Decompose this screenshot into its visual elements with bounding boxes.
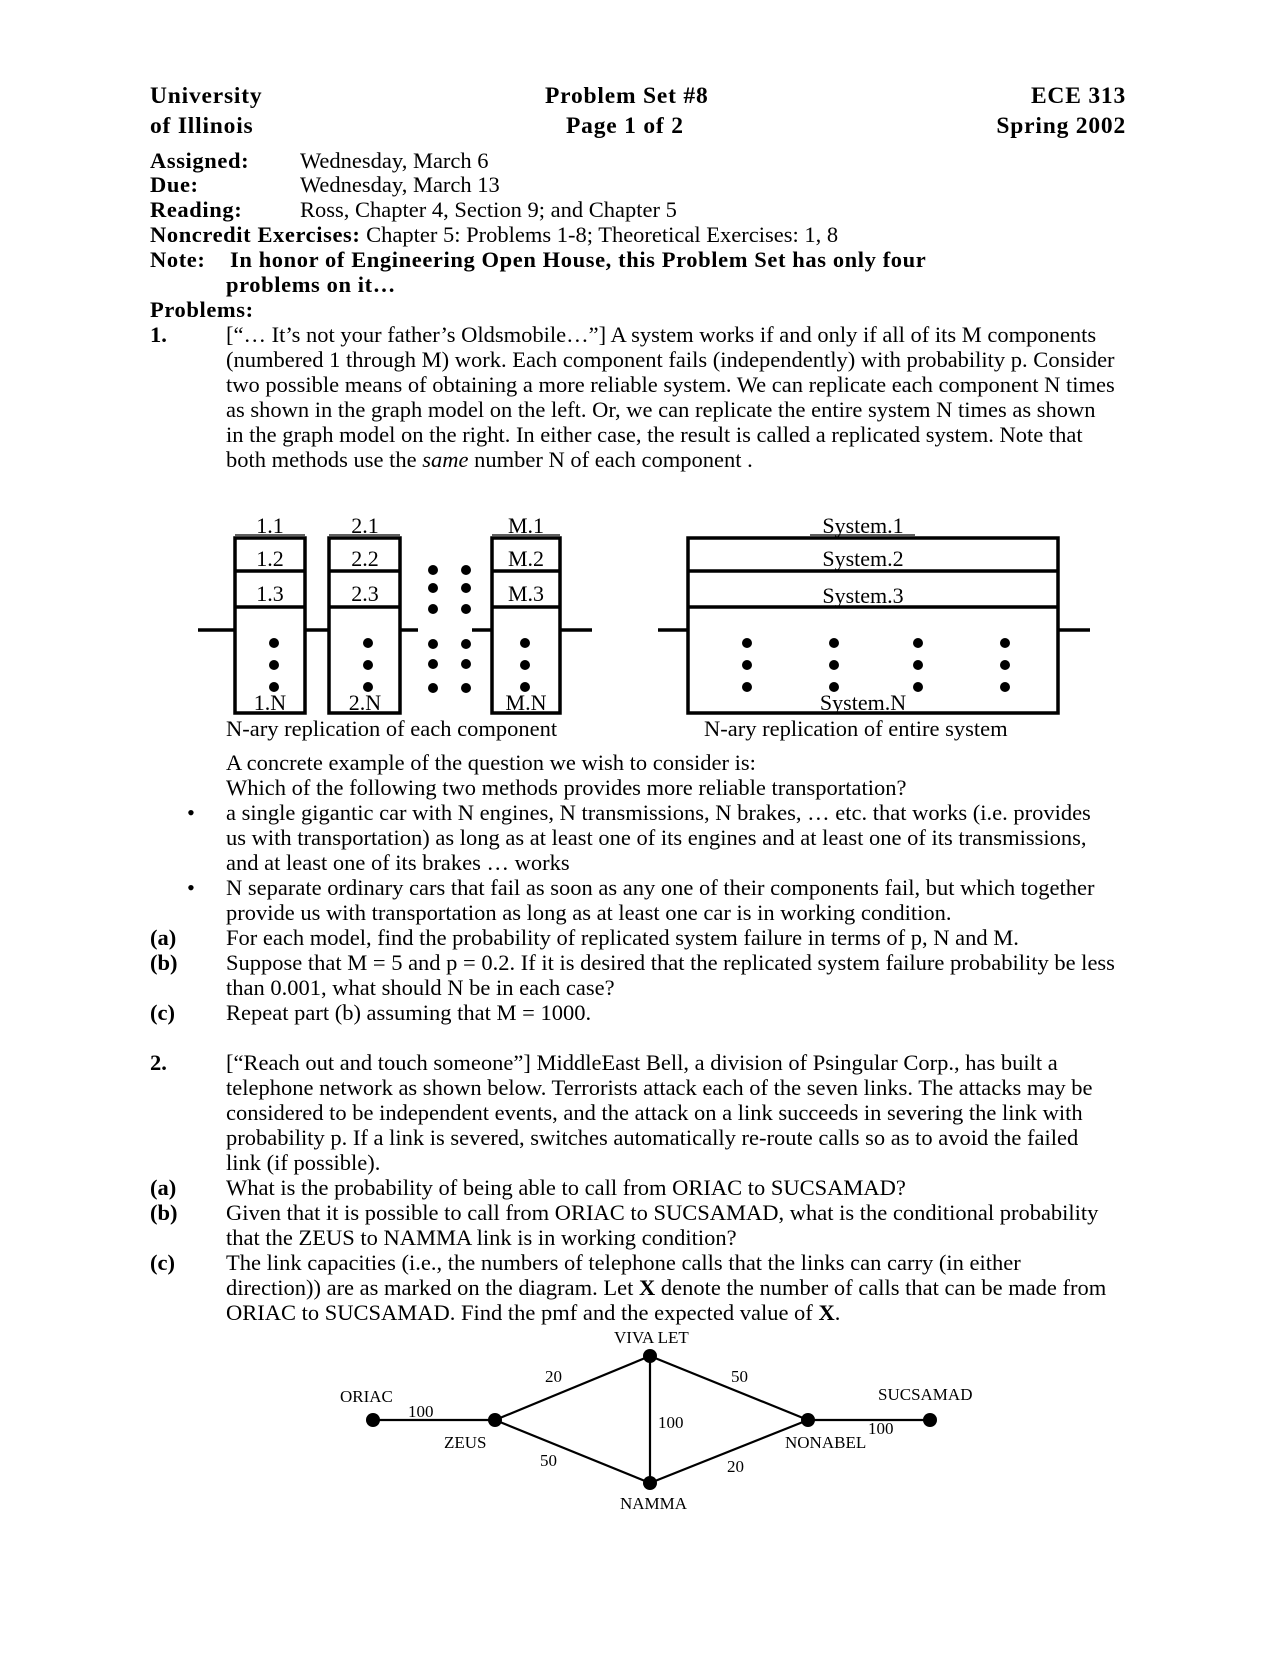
caption-left: N-ary replication of each component <box>226 716 558 741</box>
link-zeus-namma <box>495 1420 650 1483</box>
bullet-icon: • <box>187 875 195 900</box>
note-line2: problems on it… <box>226 272 396 297</box>
problem1-text <box>226 322 1116 472</box>
problem1-a-label: (a) <box>150 925 177 950</box>
node-nonabel <box>801 1413 815 1427</box>
problem2-c-label: (c) <box>150 1250 175 1275</box>
problem2-a-label: (a) <box>150 1175 177 1200</box>
label-M-3: M.3 <box>507 581 545 606</box>
label-2-2: 2.2 <box>351 546 379 571</box>
label-2-3: 2.3 <box>351 581 379 606</box>
header-problem-set: Problem Set #8 <box>545 83 709 109</box>
label-zeus: ZEUS <box>444 1433 487 1452</box>
label-1-N: 1.N <box>253 690 287 715</box>
label-nonabel: NONABEL <box>785 1433 867 1452</box>
link-zeus-vivalet <box>495 1356 650 1420</box>
problem2-c-text <box>226 1250 1116 1325</box>
reading-label: Reading: <box>150 197 243 222</box>
node-namma <box>643 1476 657 1490</box>
noncredit-value: Chapter 5: Problems 1-8; Theoretical Exercises: 1, 8 <box>366 222 839 247</box>
node-oriac <box>366 1413 380 1427</box>
label-system-3: System.3 <box>822 583 904 608</box>
problem1-text-em: same <box>422 447 469 472</box>
cap-vivalet-namma: 100 <box>658 1413 684 1432</box>
label-2-N: 2.N <box>348 690 382 715</box>
problem2-c-X-2: X <box>818 1300 835 1325</box>
label-system-1: System.1 <box>822 513 904 538</box>
cap-oriac-zeus: 100 <box>408 1402 434 1421</box>
problem2-b-label: (b) <box>150 1200 178 1225</box>
problem1-b-label: (b) <box>150 950 178 975</box>
problem1-text-end: number N of each component . <box>474 447 753 472</box>
note-line1: In honor of Engineering Open House, this Problem Set has only four <box>230 247 927 272</box>
header-course: ECE 313 <box>1030 83 1126 109</box>
problem1-intro1: A concrete example of the question we wish to consider is: <box>226 750 756 775</box>
label-2-1: 2.1 <box>351 513 379 538</box>
replication-figure <box>0 500 1280 740</box>
node-sucsamad <box>923 1413 937 1427</box>
assigned-label: Assigned: <box>150 148 250 173</box>
bullet2-text: N separate ordinary cars that fail as soon as any one of their components fail, but which together provide us with transportation as long as at least one car is in working condition. <box>226 875 1095 925</box>
problem2-number: 2. <box>150 1050 167 1075</box>
bullet1-text: a single gigantic car with N engines, N transmissions, N brakes, … etc. that works (i.e. provides us with transportation) as long as at least one of its engines and at least one of its transmissions, and at least one of its brakes … works <box>226 800 1091 875</box>
problem1-c-text: Repeat part (b) assuming that M = 1000. <box>226 1000 592 1025</box>
problems-label: Problems: <box>150 297 254 322</box>
reading-value: Ross, Chapter 4, Section 9; and Chapter 5 <box>300 197 677 222</box>
header-page: Page 1 of 2 <box>566 113 684 139</box>
label-oriac: ORIAC <box>340 1387 393 1406</box>
label-1-2: 1.2 <box>256 546 284 571</box>
cap-nonabel-sucsamad: 100 <box>868 1419 894 1438</box>
label-M-1: M.1 <box>507 513 545 538</box>
assigned-value: Wednesday, March 6 <box>300 148 489 173</box>
cap-zeus-namma: 50 <box>540 1451 557 1470</box>
problem1-number: 1. <box>150 322 167 347</box>
noncredit-line <box>150 222 838 247</box>
label-1-3: 1.3 <box>256 581 284 606</box>
label-M-2: M.2 <box>507 546 545 571</box>
label-1-1: 1.1 <box>256 513 284 538</box>
cap-zeus-vivalet: 20 <box>545 1367 562 1386</box>
label-sucsamad: SUCSAMAD <box>878 1385 973 1404</box>
header-university: University <box>150 83 263 109</box>
network-diagram <box>0 1320 1280 1520</box>
label-system-2: System.2 <box>822 546 904 571</box>
label-system-N: System.N <box>819 690 907 715</box>
due-value: Wednesday, March 13 <box>300 172 500 197</box>
bullet-icon: • <box>187 800 195 825</box>
problem2-c-text1: The link capacities (i.e., the numbers of telephone calls that the links can carry (in either direction)) are as marked on the diagram. Let <box>226 1250 1021 1300</box>
due-label: Due: <box>150 172 199 197</box>
header-term: Spring 2002 <box>996 113 1126 139</box>
cap-namma-nonabel: 20 <box>727 1457 744 1476</box>
note-label: Note: <box>150 247 206 272</box>
problem2-text: [“Reach out and touch someone”] MiddleEast Bell, a division of Psingular Corp., has built a telephone network as shown below. Terrorists attack each of the seven links. The attacks may be considered to be independent events, and the attack on a link succeeds in severing the link with probability p. If a link is severed, switches automatically re-route calls so as to avoid the failed link (if possible). <box>226 1050 1093 1175</box>
problem2-a-text: What is the probability of being able to call from ORIAC to SUCSAMAD? <box>226 1175 906 1200</box>
problem1-a-text: For each model, find the probability of replicated system failure in terms of p, N and M. <box>226 925 1019 950</box>
noncredit-label: Noncredit Exercises: <box>150 222 361 247</box>
link-vivalet-nonabel <box>650 1356 808 1420</box>
label-namma: NAMMA <box>620 1494 688 1513</box>
label-vivalet: VIVA LET <box>614 1328 689 1347</box>
problem2-c-text2: denote the number of calls that can be made from ORIAC to SUCSAMAD. Find the pmf and the expected value of <box>226 1275 1107 1325</box>
problem1-c-label: (c) <box>150 1000 175 1025</box>
node-vivalet <box>643 1349 657 1363</box>
problem2-b-text: Given that it is possible to call from ORIAC to SUCSAMAD, what is the conditional probability that the ZEUS to NAMMA link is in working condition? <box>226 1200 1099 1250</box>
problem2-c-text3: . <box>834 1300 841 1325</box>
problem2-c-X: X <box>638 1275 656 1300</box>
header-illinois: of Illinois <box>150 113 254 139</box>
label-M-N: M.N <box>505 690 547 715</box>
node-zeus <box>488 1413 502 1427</box>
problem1-intro2: Which of the following two methods provides more reliable transportation? <box>226 775 907 800</box>
problem1-text-main: [“… It’s not your father’s Oldsmobile…”] A system works if and only if all of its M components (numbered 1 through M) work. Each component fails (independently) with probability p. Consider two possible means of obtaining a more reliable system. We can replicate each component N times as shown in the graph model on the left. Or, we can replicate the entire system N times as shown in the graph model on the right. In either case, the result is called a replicated system. Note that both methods use the <box>226 322 1115 472</box>
cap-vivalet-nonabel: 50 <box>731 1367 748 1386</box>
problem1-b-text: Suppose that M = 5 and p = 0.2. If it is desired that the replicated system failure probability be less than 0.001, what should N be in each case? <box>226 950 1115 1000</box>
caption-right: N-ary replication of entire system <box>704 716 1008 741</box>
